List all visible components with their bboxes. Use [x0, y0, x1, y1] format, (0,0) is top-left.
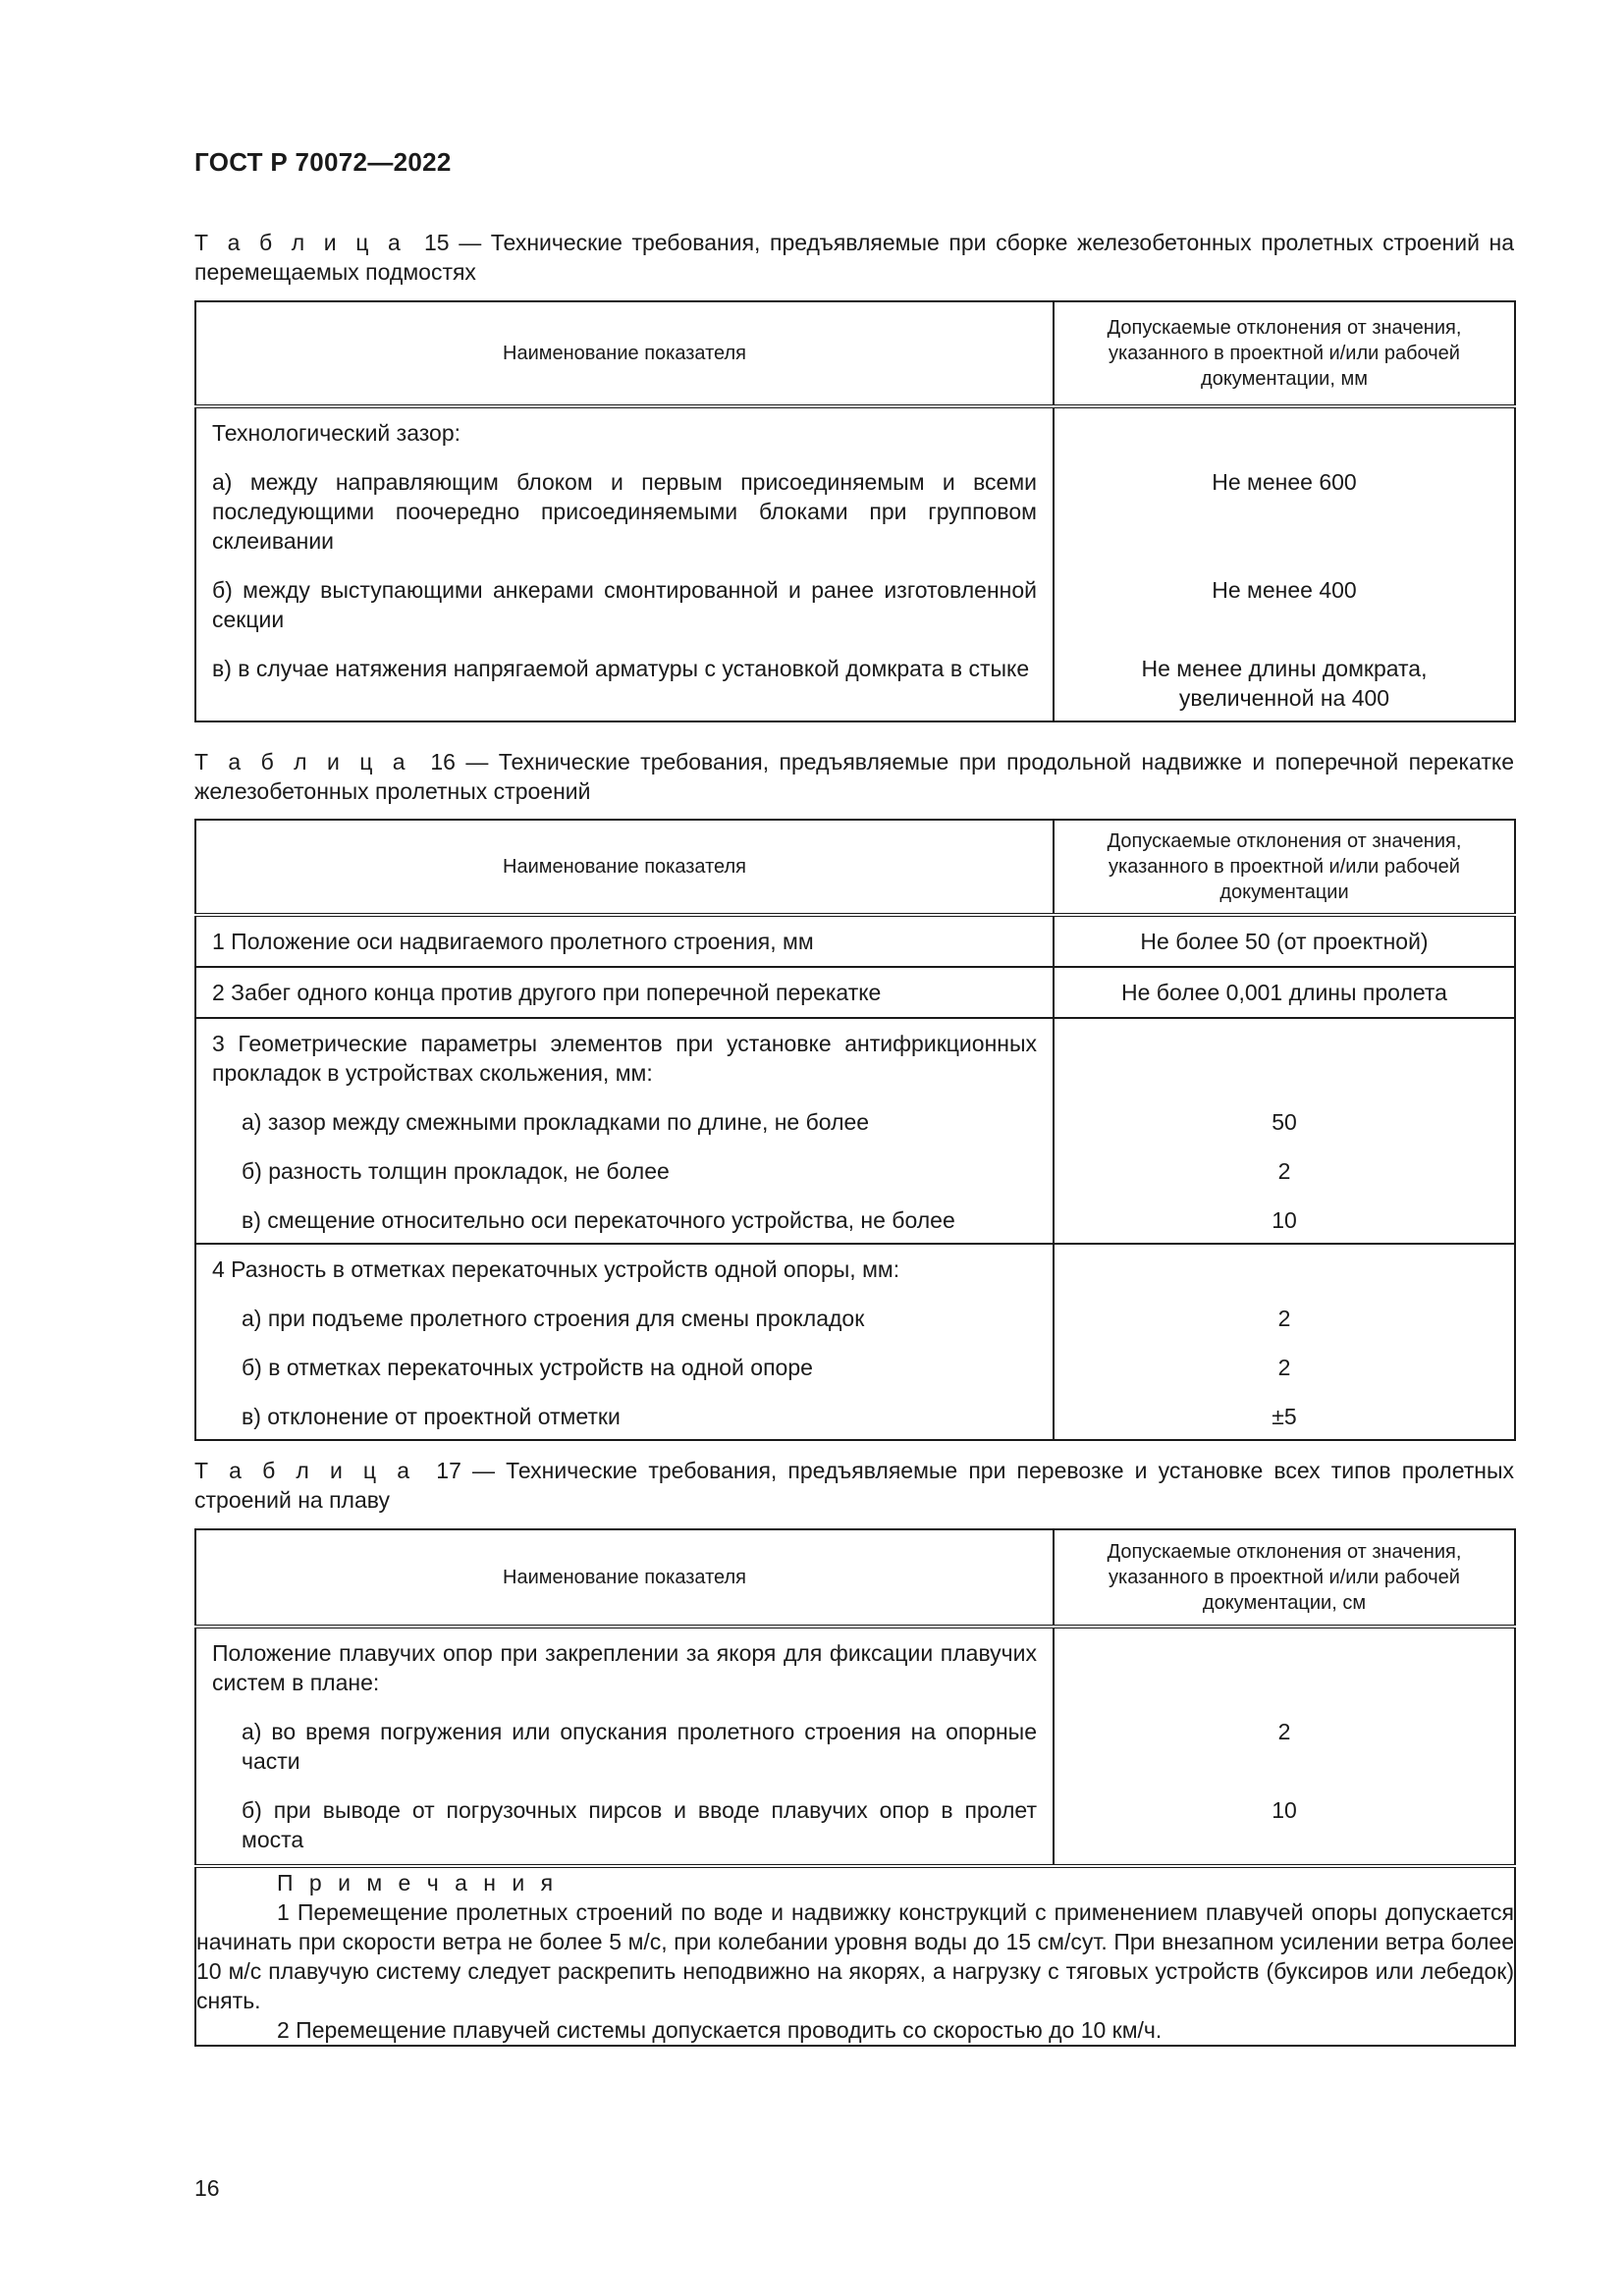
table15-caption: [194, 228, 1514, 287]
table15-group-title: Технологический зазор:: [212, 420, 460, 446]
table15-col-name-header: Наименование показателя: [195, 301, 1054, 406]
table16-row: [195, 915, 1515, 967]
table16-row-name: в) отклонение от проектной отметки: [242, 1404, 621, 1429]
table17-values-cell: [1054, 1627, 1515, 1866]
table15-row-name: б) между выступающими анкерами смонтированной и ранее изготовленной секции: [212, 577, 1037, 632]
table16-header-row: [195, 820, 1515, 915]
table17-notes: [195, 1866, 1515, 2046]
table16: [194, 819, 1516, 1441]
table16-caption: [194, 747, 1514, 806]
note-item: 1 Перемещение пролетных строений по воде и надвижку конструкций с применением плавучей опоры допускается начинать при скорости ветра не более 5 м/с, при колебании уровня воды до 15 см/сут. При внезапном усилении ветра более 10 м/с плавучую систему следует раскрепить неподвижно на якорях, а нагрузку с тяговых устройств (буксиров или лебедок) снять.: [196, 1899, 1514, 2013]
table17-caption: [194, 1456, 1514, 1515]
table15-values-cell: [1054, 406, 1515, 721]
table16-row: [195, 967, 1515, 1018]
table15-label: Т а б л и ц а: [194, 230, 406, 255]
table15-row-name: а) между направляющим блоком и первым присоединяемым и всеми последующими поочередно присоединяемыми блоками при групповом склеивании: [212, 469, 1037, 554]
table16-caption-text: 16 — Технические требования, предъявляемые при продольной надвижке и поперечной перекатке железобетонных пролетных строений: [194, 749, 1514, 804]
notes-title: П р и м е ч а н и я: [277, 1870, 559, 1896]
table17-header-row: [195, 1529, 1515, 1627]
table16-row-value: ±5: [1272, 1404, 1297, 1429]
table17: [194, 1528, 1516, 2047]
table16-group-title: 3 Геометрические параметры элементов при установке антифрикционных прокладок в устройствах скольжения, мм:: [212, 1031, 1037, 1086]
table16-row-name: а) при подъеме пролетного строения для смены прокладок: [242, 1306, 865, 1331]
table16-label: Т а б л и ц а: [194, 749, 410, 774]
table16-row-value: 2: [1277, 1355, 1291, 1380]
table15-row-value: Не менее 600: [1212, 469, 1357, 495]
table15-header-row: [195, 301, 1515, 406]
note-item: 2 Перемещение плавучей системы допускается проводить со скоростью до 10 км/ч.: [277, 2017, 1163, 2043]
table17-body-row: [195, 1627, 1515, 1866]
document-header: ГОСТ Р 70072—2022: [194, 147, 452, 177]
table15-names-cell: [195, 406, 1054, 721]
table16-row-name: б) в отметках перекаточных устройств на одной опоре: [242, 1355, 813, 1380]
table17-col-value-header: Допускаемые отклонения от значения, указанного в проектной и/или рабочей документации, см: [1054, 1529, 1515, 1627]
table15: [194, 300, 1516, 722]
table17-row-name: а) во время погружения или опускания пролетного строения на опорные части: [242, 1719, 1037, 1774]
table17-row-name: б) при выводе от погрузочных пирсов и вводе плавучих опор в пролет моста: [242, 1797, 1037, 1852]
table16-row-value: 50: [1272, 1109, 1297, 1135]
table15-body-row: [195, 406, 1515, 721]
table17-notes-row: [195, 1866, 1515, 2046]
table16-row-name: а) зазор между смежными прокладками по длине, не более: [242, 1109, 870, 1135]
table16-row-value: Не более 0,001 длины пролета: [1121, 980, 1447, 1005]
table16-row-value: 2: [1277, 1306, 1291, 1331]
table16-row: [195, 1244, 1515, 1440]
table17-row-value: 10: [1272, 1797, 1297, 1823]
table16-row-value: 2: [1277, 1158, 1291, 1184]
table16-row-value: Не более 50 (от проектной): [1140, 929, 1429, 954]
table16-col-value-header: Допускаемые отклонения от значения, указанного в проектной и/или рабочей документации: [1054, 820, 1515, 915]
table16-row-name: в) смещение относительно оси перекаточного устройства, не более: [242, 1207, 955, 1233]
table17-label: Т а б л и ц а: [194, 1458, 415, 1483]
table15-row-name: в) в случае натяжения напрягаемой арматуры с установкой домкрата в стыке: [212, 656, 1030, 681]
table16-row-name: 1 Положение оси надвигаемого пролетного строения, мм: [212, 929, 814, 954]
table16-row: [195, 1018, 1515, 1244]
table16-col-name-header: Наименование показателя: [195, 820, 1054, 915]
table15-caption-text: 15 — Технические требования, предъявляемые при сборке железобетонных пролетных строений на перемещаемых подмостях: [194, 230, 1515, 285]
table15-col-value-header: Допускаемые отклонения от значения, указанного в проектной и/или рабочей документации, мм: [1054, 301, 1515, 406]
table17-caption-text: 17 — Технические требования, предъявляемые при перевозке и установке всех типов пролетных строений на плаву: [194, 1458, 1514, 1513]
table15-row-value: Не менее 400: [1212, 577, 1357, 603]
table17-group-title: Положение плавучих опор при закреплении за якоря для фиксации плавучих систем в плане:: [212, 1640, 1037, 1695]
table16-row-name: б) разность толщин прокладок, не более: [242, 1158, 670, 1184]
table16-row-value: 10: [1272, 1207, 1297, 1233]
table17-col-name-header: Наименование показателя: [195, 1529, 1054, 1627]
table15-row-value: Не менее длины домкрата, увеличенной на 400: [1141, 656, 1428, 711]
table17-row-value: 2: [1277, 1719, 1291, 1744]
page-number: 16: [194, 2175, 220, 2201]
table16-row-name: 2 Забег одного конца против другого при поперечной перекатке: [212, 980, 882, 1005]
table16-group-title: 4 Разность в отметках перекаточных устройств одной опоры, мм:: [212, 1256, 900, 1282]
table17-names-cell: [195, 1627, 1054, 1866]
